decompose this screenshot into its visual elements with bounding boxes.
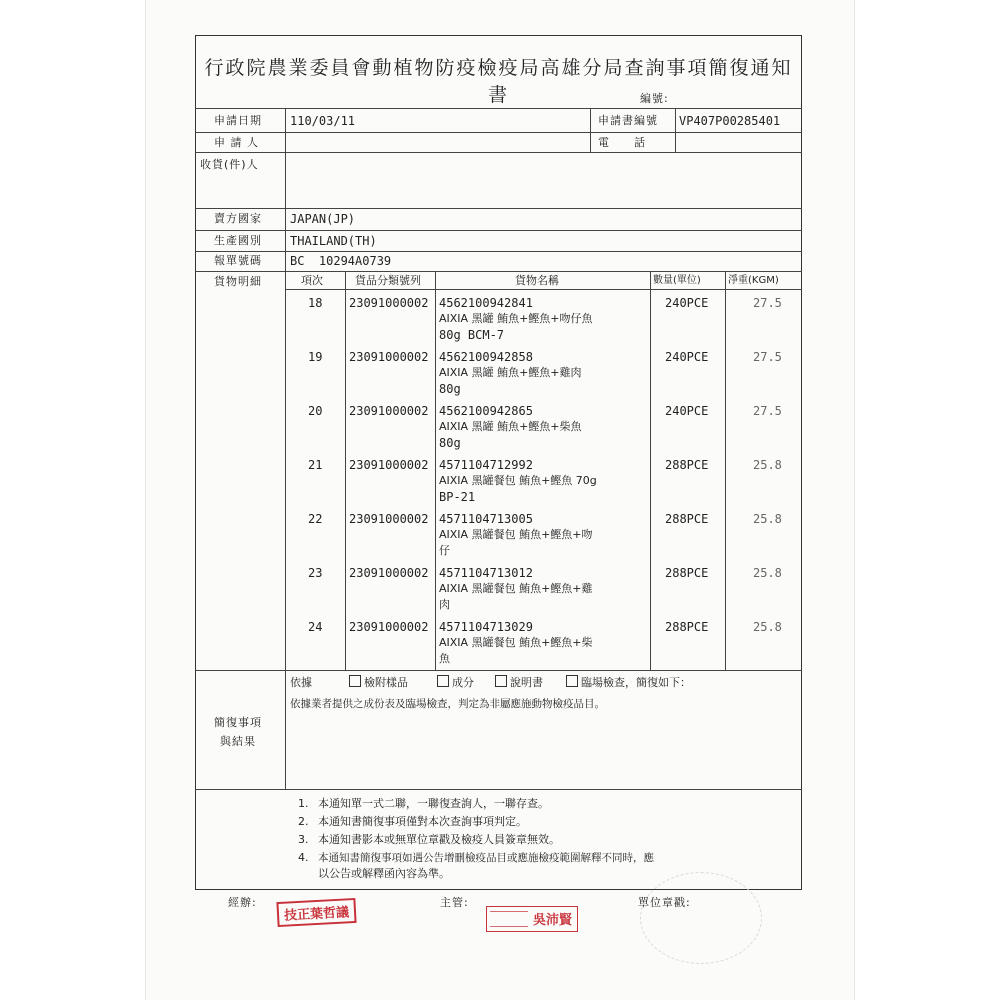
seller-country-label: 賣方國家 (214, 212, 262, 225)
row-code: 23091000002 (349, 566, 429, 580)
rule (195, 789, 802, 790)
row-name-barcode: 4562100942858 (439, 350, 533, 364)
basis-line (290, 675, 691, 690)
handler-label: 經辦: (228, 896, 257, 909)
note-num: 3. (298, 833, 309, 846)
apply-date-label: 申請日期 (214, 114, 262, 127)
row-name-barcode: 4571104713005 (439, 512, 533, 526)
declaration-label: 報單號碼 (214, 254, 262, 267)
row-weight: 25.8 (753, 512, 782, 526)
row-name-barcode: 4571104713029 (439, 620, 533, 634)
row-name-desc: AIXIA 黑罐 鮪魚+鰹魚+雞肉 (439, 366, 582, 379)
phone-label: 電 話 (598, 136, 646, 149)
row-no: 18 (308, 296, 323, 310)
rule (345, 271, 346, 670)
row-name-barcode: 4571104713012 (439, 566, 533, 580)
row-no: 23 (308, 566, 323, 580)
col-header-weight: 淨重(KGM) (728, 275, 779, 286)
rule (435, 271, 436, 670)
row-name-barcode: 4571104712992 (439, 458, 533, 472)
consignee-label: 收貨(件)人 (200, 158, 259, 171)
note-text: 本通知書影本或無單位章戳及檢疫人員簽章無效。 (318, 833, 560, 846)
sample-option: 檢附樣品 (364, 676, 408, 689)
reply-result: 依據業者提供之成份表及臨場檢查，判定為非屬應施動物檢疫品目。 (290, 698, 605, 710)
row-name-extra: 魚 (439, 652, 450, 665)
row-code: 23091000002 (349, 512, 429, 526)
note-text: 本通知書簡復事項僅對本次查詢事項判定。 (318, 815, 527, 828)
manual-option: 說明書 (510, 676, 543, 689)
supervisor-stamp (486, 906, 578, 932)
rule (195, 670, 802, 671)
row-code: 23091000002 (349, 620, 429, 634)
row-weight: 25.8 (753, 458, 782, 472)
row-qty: 240PCE (665, 350, 709, 364)
row-weight: 27.5 (753, 350, 782, 364)
row-qty: 288PCE (665, 458, 709, 472)
basis-label: 依據 (290, 676, 312, 689)
stamp-decoration (490, 911, 528, 927)
rule (195, 230, 802, 231)
reply-label-line2: 與結果 (220, 735, 256, 748)
apply-no-label: 申請書編號 (598, 114, 658, 127)
row-qty: 240PCE (665, 296, 709, 310)
row-name-desc: AIXIA 黑罐 鮪魚+鰹魚+柴魚 (439, 420, 582, 433)
note-num: 1. (298, 797, 309, 810)
seller-country-value: JAPAN(JP) (290, 212, 356, 226)
declaration-value: BC 10294A0739 (290, 254, 392, 268)
rule (285, 670, 286, 789)
row-name-barcode: 4562100942841 (439, 296, 533, 310)
rule (195, 152, 802, 153)
rule (195, 108, 802, 109)
supervisor-label: 主管: (440, 896, 469, 909)
ingredient-option: 成分 (452, 676, 474, 689)
row-weight: 25.8 (753, 566, 782, 580)
row-name-extra: 80g (439, 436, 461, 450)
row-name-extra: BP-21 (439, 490, 476, 504)
row-name-desc: AIXIA 黑罐餐包 鮪魚+鰹魚+柴 (439, 636, 593, 649)
row-name-desc: AIXIA 黑罐餐包 鮪魚+鰹魚+吻 (439, 528, 593, 541)
row-no: 20 (308, 404, 323, 418)
col-header-code: 貨品分類號列 (355, 274, 421, 287)
row-weight: 27.5 (753, 404, 782, 418)
document-title: 行政院農業委員會動植物防疫檢疫局高雄分局查詢事項簡復通知書 (204, 57, 793, 106)
rule (650, 271, 651, 670)
apply-date-value: 110/03/11 (290, 114, 356, 128)
col-header-name: 貨物名稱 (515, 274, 559, 287)
rule (195, 251, 802, 252)
ingredient-checkbox (437, 675, 449, 687)
row-no: 19 (308, 350, 323, 364)
row-code: 23091000002 (349, 350, 429, 364)
row-name-desc: AIXIA 黑罐 鮪魚+鰹魚+吻仔魚 (439, 312, 593, 325)
rule (725, 271, 726, 670)
row-no: 21 (308, 458, 323, 472)
row-name-barcode: 4562100942865 (439, 404, 533, 418)
rule (195, 132, 802, 133)
row-qty: 240PCE (665, 404, 709, 418)
note-text: 以公告或解釋函內容為準。 (318, 867, 450, 880)
origin-value: THAILAND(TH) (290, 234, 377, 248)
row-name-extra: 80g (439, 382, 461, 396)
row-qty: 288PCE (665, 512, 709, 526)
note-num: 4. (298, 851, 309, 864)
applicant-label: 申 請 人 (214, 136, 259, 149)
col-header-no: 項次 (301, 274, 323, 287)
serial-label: 編號: (640, 92, 669, 105)
origin-label: 生產國別 (214, 234, 262, 247)
row-qty: 288PCE (665, 566, 709, 580)
supervisor-stamp-name: 吳沛賢 (533, 913, 573, 928)
manual-checkbox (495, 675, 507, 687)
row-weight: 25.8 (753, 620, 782, 634)
row-name-extra: 80g BCM-7 (439, 328, 505, 342)
inspect-option: 臨場檢查，簡復如下： (581, 676, 691, 689)
row-no: 22 (308, 512, 323, 526)
row-name-extra: 仔 (439, 544, 450, 557)
note-num: 2. (298, 815, 309, 828)
row-code: 23091000002 (349, 458, 429, 472)
reply-label-line1: 簡復事項 (214, 716, 262, 729)
rule (285, 108, 286, 670)
row-no: 24 (308, 620, 323, 634)
rule (675, 108, 676, 152)
note-text: 本通知單一式二聯，一聯復查詢人，一聯存查。 (318, 797, 549, 810)
rule (195, 271, 802, 272)
row-name-extra: 肉 (439, 598, 450, 611)
row-name-desc: AIXIA 黑罐餐包 鮪魚+鰹魚+雞 (439, 582, 593, 595)
row-weight: 27.5 (753, 296, 782, 310)
handler-stamp: 技正葉哲議 (276, 898, 356, 927)
apply-no-value: VP407P00285401 (679, 114, 781, 128)
rule (195, 208, 802, 209)
sample-checkbox (349, 675, 361, 687)
note-text: 本通知書簡復事項如遇公告增刪檢疫品目或應施檢疫範圍解釋不同時，應 (318, 852, 654, 864)
row-code: 23091000002 (349, 296, 429, 310)
row-code: 23091000002 (349, 404, 429, 418)
unit-stamp-label: 單位章戳: (638, 896, 691, 909)
rule (590, 108, 591, 152)
row-name-desc: AIXIA 黑罐餐包 鮪魚+鰹魚 70g (439, 474, 597, 487)
row-qty: 288PCE (665, 620, 709, 634)
unit-seal-stamp (640, 872, 762, 964)
goods-label: 貨物明細 (214, 275, 262, 288)
inspect-checkbox (566, 675, 578, 687)
col-header-qty: 數量(單位) (653, 275, 701, 286)
